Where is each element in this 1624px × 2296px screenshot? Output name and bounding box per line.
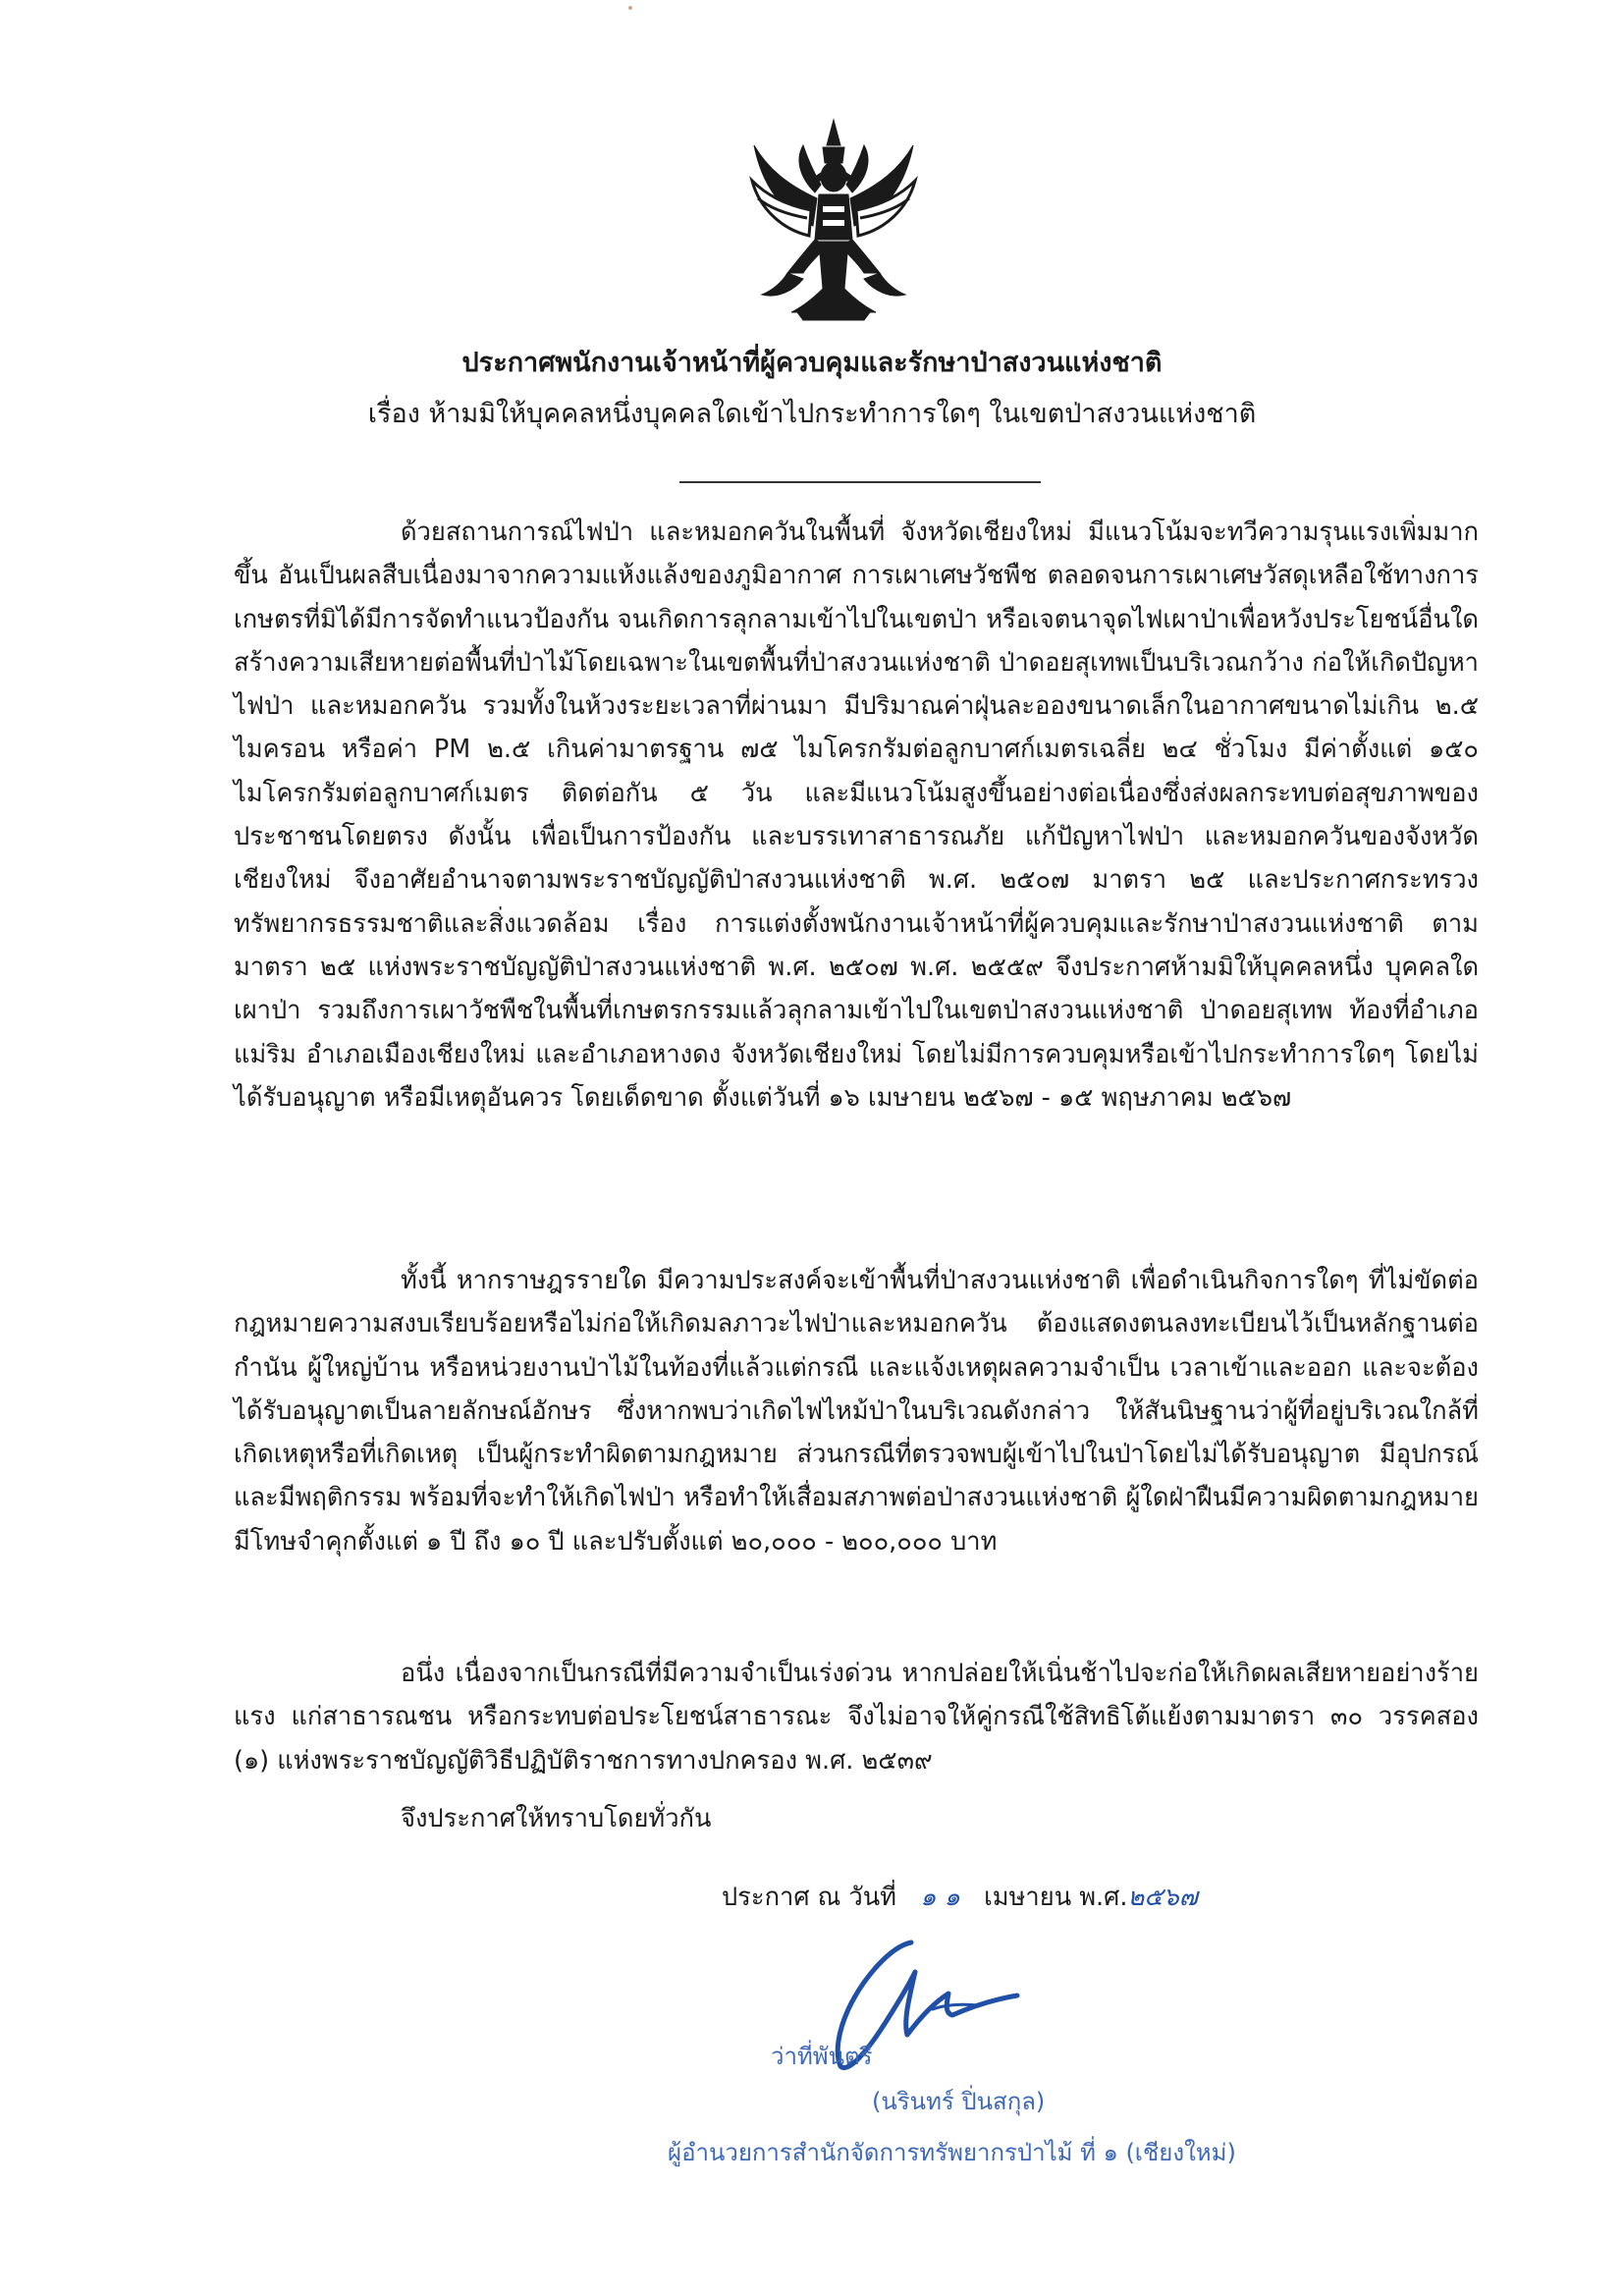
date-prefix: ประกาศ ณ วันที่ bbox=[722, 1883, 896, 1912]
signatory-name: (นรินทร์ ปิ่นสกุล) bbox=[872, 2088, 1046, 2115]
date-day: ๑ ๑ bbox=[920, 1883, 960, 1912]
announcement-title: ประกาศพนักงานเจ้าหน้าที่ผู้ควบคุมและรักษาป่าสงวนแห่งชาติ bbox=[461, 348, 1163, 378]
signatory-rank: ว่าที่พันตรี bbox=[771, 2043, 873, 2070]
scan-speck bbox=[628, 6, 632, 10]
date-month: เมษายน bbox=[984, 1883, 1072, 1912]
date-era: พ.ศ. bbox=[1079, 1883, 1128, 1912]
announcement-date bbox=[722, 1876, 1409, 1919]
body-paragraph-3: อนึ่ง เนื่องจากเป็นกรณีที่มีความจำเป็นเร่งด่วน หากปล่อยให้เนิ่นช้าไปจะก่อให้เกิดผลเสียหายอย่างร้ายแรง แก่สาธารณชน หรือกระทบต่อประโยชน์สาธารณะ จึงไม่อาจให้คู่กรณีใช้สิทธิโต้แย้งตามมาตรา ๓๐ วรรคสอง (๑) แห่งพระราชบัญญัติวิธีปฏิบัติราชการทางปกครอง พ.ศ. ๒๕๓๙ bbox=[234, 1659, 1479, 1776]
garuda-emblem-icon bbox=[748, 116, 920, 322]
body-paragraph-1: ด้วยสถานการณ์ไฟป่า และหมอกควันในพื้นที่ จังหวัดเชียงใหม่ มีแนวโน้มจะทวีความรุนแรงเพิ่มมากขึ้น อันเป็นผลสืบเนื่องมาจากความแห้งแล้งของภูมิอากาศ การเผาเศษวัชพืช ตลอดจนการเผาเศษวัสดุเหลือใช้ทางการเกษตรที่มิได้มีการจัดทำแนวป้องกัน จนเกิดการลุกลามเข้าไปในเขตป่า หรือเจตนาจุดไฟเผาป่าเพื่อหวังประโยชน์อื่นใด สร้างความเสียหายต่อพื้นที่ป่าไม้โดยเฉพาะในเขตพื้นที่ป่าสงวนแห่งชาติ ป่าดอยสุเทพเป็นบริเวณกว้าง ก่อให้เกิดปัญหาไฟป่า และหมอกควัน รวมทั้งในห้วงระยะเวลาที่ผ่านมา มีปริมาณค่าฝุ่นละอองขนาดเล็กในอากาศขนาดไม่เกิน ๒.๕ ไมครอน หรือค่า PM ๒.๕ เกินค่ามาตรฐาน ๗๕ ไมโครกรัมต่อลูกบาศก์เมตรเฉลี่ย ๒๔ ชั่วโมง มีค่าตั้งแต่ ๑๕๐ ไมโครกรัมต่อลูกบาศก์เมตร ติดต่อกัน ๕ วัน และมีแนวโน้มสูงขึ้นอย่างต่อเนื่องซึ่งส่งผลกระทบต่อสุขภาพของประชาชนโดยตรง ดังนั้น เพื่อเป็นการป้องกัน และบรรเทาสาธารณภัย แก้ปัญหาไฟป่า และหมอกควันของจังหวัดเชียงใหม่ จึงอาศัยอำนาจตามพระราชบัญญัติป่าสงวนแห่งชาติ พ.ศ. ๒๕๐๗ มาตรา ๒๕ และประกาศกระทรวงทรัพยากรธรรมชาติและสิ่งแวดล้อม เรื่อง การแต่งตั้งพนักงานเจ้าหน้าที่ผู้ควบคุมและรักษาป่าสงวนแห่งชาติ ตามมาตรา ๒๕ แห่งพระราชบัญญัติป่าสงวนแห่งชาติ พ.ศ. ๒๕๐๗ พ.ศ. ๒๕๕๙ จึงประกาศห้ามมิให้บุคคลหนึ่ง บุคคลใดเผาป่า รวมถึงการเผาวัชพืชในพื้นที่เกษตรกรรมแล้วลุกลามเข้าไปในเขตป่าสงวนแห่งชาติ ป่าดอยสุเทพ ท้องที่อำเภอแม่ริม อำเภอเมืองเชียงใหม่ และอำเภอหางดง จังหวัดเชียงใหม่ โดยไม่มีการควบคุมหรือเข้าไปกระทำการใดๆ โดยไม่ได้รับอนุญาต หรือมีเหตุอันควร โดยเด็ดขาด ตั้งแต่วันที่ ๑๖ เมษายน ๒๕๖๗ - ๑๕ พฤษภาคม ๒๕๖๗ bbox=[234, 518, 1479, 1113]
closing-statement: จึงประกาศให้ทราบโดยทั่วกัน bbox=[401, 1804, 712, 1833]
body-paragraph-2: ทั้งนี้ หากราษฎรรายใด มีความประสงค์จะเข้าพื้นที่ป่าสงวนแห่งชาติ เพื่อดำเนินกิจการใดๆ ที่ไม่ขัดต่อกฎหมายความสงบเรียบร้อยหรือไม่ก่อให้เกิดมลภาวะไฟป่าและหมอกควัน ต้องแสดงตนลงทะเบียนไว้เป็นหลักฐานต่อกำนัน ผู้ใหญ่บ้าน หรือหน่วยงานป่าไม้ในท้องที่แล้วแต่กรณี และแจ้งเหตุผลความจำเป็น เวลาเข้าและออก และจะต้องได้รับอนุญาตเป็นลายลักษณ์อักษร ซึ่งหากพบว่าเกิดไฟไหม้ป่าในบริเวณดังกล่าว ให้สันนิษฐานว่าผู้ที่อยู่บริเวณใกล้ที่เกิดเหตุหรือที่เกิดเหตุ เป็นผู้กระทำผิดตามกฎหมาย ส่วนกรณีที่ตรวจพบผู้เข้าไปในป่าโดยไม่ได้รับอนุญาต มีอุปกรณ์ และมีพฤติกรรม พร้อมที่จะทำให้เกิดไฟป่า หรือทำให้เสื่อมสภาพต่อป่าสงวนแห่งชาติ ผู้ใดฝ่าฝืนมีความผิดตามกฎหมาย มีโทษจำคุกตั้งแต่ ๑ ปี ถึง ๑๐ ปี และปรับตั้งแต่ ๒๐,๐๐๐ - ๒๐๐,๐๐๐ บาท bbox=[234, 1266, 1479, 1557]
date-year: ๒๕๖๗ bbox=[1127, 1883, 1198, 1912]
announcement-subject: เรื่อง ห้ามมิให้บุคคลหนึ่งบุคคลใดเข้าไปกระทำการใดๆ ในเขตป่าสงวนแห่งชาติ bbox=[367, 399, 1257, 429]
signatory-position: ผู้อำนวยการสำนักจัดการทรัพยากรป่าไม้ ที่ ๑ (เชียงใหม่) bbox=[668, 2139, 1236, 2166]
title-divider bbox=[679, 481, 1041, 483]
